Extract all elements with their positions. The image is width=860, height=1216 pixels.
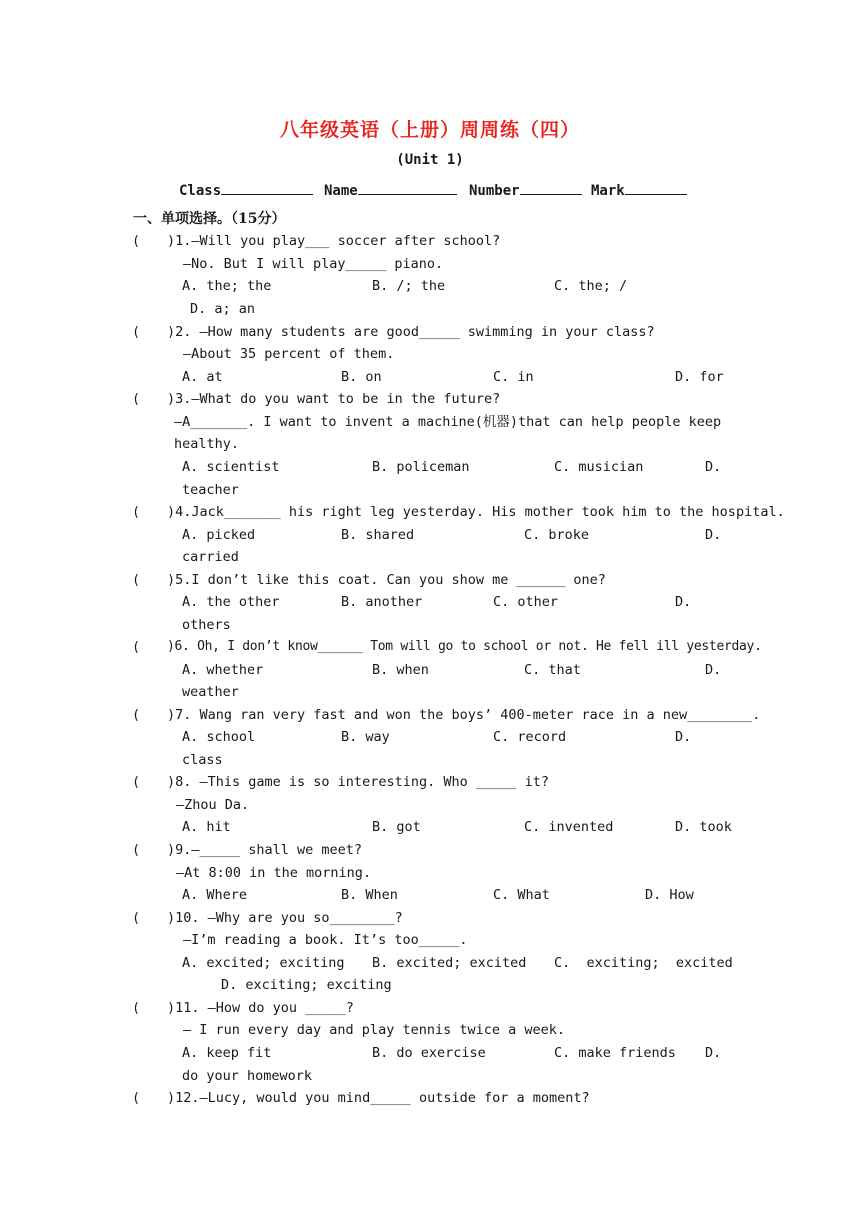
option-b[interactable]: B. do exercise bbox=[372, 1045, 486, 1061]
option-a[interactable]: A. keep fit bbox=[182, 1045, 272, 1061]
question-reply: —No. But I will play_____ piano. bbox=[183, 256, 444, 272]
option-a[interactable]: A. Where bbox=[182, 887, 248, 903]
option-b[interactable]: B. When bbox=[341, 887, 398, 903]
option-d-text[interactable]: others bbox=[182, 617, 231, 633]
question-stem: )10. —Why are you so________? bbox=[167, 910, 403, 926]
question-reply: —About 35 percent of them. bbox=[183, 346, 395, 362]
section-heading: 一、单项选择。（15分） bbox=[133, 211, 286, 227]
question-stem: )5.I don’t like this coat. Can you show me ______ one? bbox=[167, 572, 606, 588]
option-c[interactable]: C. exciting; excited bbox=[554, 955, 733, 971]
option-d[interactable]: D. took bbox=[675, 819, 732, 835]
option-c[interactable]: C. record bbox=[493, 729, 567, 745]
option-c[interactable]: C. in bbox=[493, 369, 534, 385]
option-a[interactable]: A. whether bbox=[182, 662, 264, 678]
class-field[interactable] bbox=[179, 180, 313, 199]
question-reply: —At 8:00 in the morning. bbox=[176, 865, 372, 881]
option-d[interactable]: D. for bbox=[675, 369, 724, 385]
option-c[interactable]: C. invented bbox=[524, 819, 614, 835]
mark-label: Mark bbox=[591, 183, 625, 199]
option-d-text[interactable]: class bbox=[182, 752, 223, 768]
option-a[interactable]: A. the; the bbox=[182, 278, 272, 294]
option-b[interactable]: B. /; the bbox=[372, 278, 446, 294]
answer-paren[interactable]: ( bbox=[132, 391, 141, 407]
option-d-text[interactable]: do your homework bbox=[182, 1068, 313, 1084]
question-reply: —Zhou Da. bbox=[176, 797, 250, 813]
question-stem: )2. —How many students are good_____ swimming in your class? bbox=[167, 324, 655, 340]
option-a[interactable]: A. the other bbox=[182, 594, 280, 610]
option-c[interactable]: C. that bbox=[524, 662, 581, 678]
question-reply: —I’m reading a book. It’s too_____. bbox=[183, 932, 468, 948]
page-title: 八年级英语（上册）周周练（四） bbox=[279, 119, 580, 141]
option-b[interactable]: B. policeman bbox=[372, 459, 470, 475]
class-label: Class bbox=[179, 183, 222, 199]
question-stem: )8. —This game is so interesting. Who _____ it? bbox=[167, 774, 550, 790]
number-label: Number bbox=[469, 183, 520, 199]
unit-label: (Unit 1) bbox=[396, 152, 464, 168]
question-stem: )12.—Lucy, would you mind_____ outside for a moment? bbox=[167, 1090, 590, 1106]
option-c[interactable]: C. make friends bbox=[554, 1045, 676, 1061]
option-d[interactable]: D. How bbox=[645, 887, 694, 903]
question-stem: )11. —How do you _____? bbox=[167, 1000, 354, 1016]
question-stem: )9.—_____ shall we meet? bbox=[167, 842, 363, 858]
answer-paren[interactable]: ( bbox=[132, 1090, 141, 1106]
option-d-text[interactable]: carried bbox=[182, 549, 239, 565]
answer-paren[interactable]: ( bbox=[132, 842, 141, 858]
option-c[interactable]: C. musician bbox=[554, 459, 644, 475]
question-reply: — I run every day and play tennis twice a week. bbox=[183, 1022, 566, 1038]
option-b[interactable]: B. on bbox=[341, 369, 382, 385]
option-d[interactable]: D. bbox=[705, 527, 722, 543]
answer-paren[interactable]: ( bbox=[132, 910, 141, 926]
name-blank[interactable] bbox=[358, 180, 457, 195]
option-d[interactable]: D. bbox=[705, 1045, 722, 1061]
option-d[interactable]: D. a; an bbox=[190, 301, 256, 317]
option-a[interactable]: A. scientist bbox=[182, 459, 280, 475]
option-b[interactable]: B. way bbox=[341, 729, 390, 745]
question-stem: )4.Jack_______ his right leg yesterday. His mother took him to the hospital. bbox=[167, 504, 785, 520]
question-reply-continued: healthy. bbox=[174, 436, 240, 452]
option-b[interactable]: B. excited; excited bbox=[372, 955, 527, 971]
option-d[interactable]: D. bbox=[705, 459, 722, 475]
answer-paren[interactable]: ( bbox=[132, 639, 141, 655]
option-a[interactable]: A. picked bbox=[182, 527, 256, 543]
number-blank[interactable] bbox=[520, 180, 582, 195]
option-a[interactable]: A. excited; exciting bbox=[182, 955, 345, 971]
option-a[interactable]: A. at bbox=[182, 369, 223, 385]
name-label: Name bbox=[324, 183, 358, 199]
option-d[interactable]: D. bbox=[675, 594, 692, 610]
mark-field[interactable] bbox=[591, 180, 687, 199]
option-b[interactable]: B. when bbox=[372, 662, 429, 678]
number-field[interactable] bbox=[469, 180, 582, 199]
question-stem: )6. Oh, I don’t know______ Tom will go to school or not. He fell ill yesterday. bbox=[167, 639, 762, 654]
mark-blank[interactable] bbox=[625, 180, 687, 195]
question-stem: )1.—Will you play___ soccer after school? bbox=[167, 233, 501, 249]
option-d[interactable]: D. bbox=[675, 729, 692, 745]
answer-paren[interactable]: ( bbox=[132, 707, 141, 723]
option-d-text[interactable]: teacher bbox=[182, 482, 239, 498]
option-a[interactable]: A. school bbox=[182, 729, 256, 745]
class-blank[interactable] bbox=[221, 180, 313, 195]
answer-paren[interactable]: ( bbox=[132, 774, 141, 790]
answer-paren[interactable]: ( bbox=[132, 572, 141, 588]
question-stem: )3.—What do you want to be in the future? bbox=[167, 391, 501, 407]
option-c[interactable]: C. What bbox=[493, 887, 550, 903]
answer-paren[interactable]: ( bbox=[132, 1000, 141, 1016]
option-c[interactable]: C. other bbox=[493, 594, 559, 610]
option-c[interactable]: C. the; / bbox=[554, 278, 628, 294]
name-field[interactable] bbox=[324, 180, 457, 199]
option-d-text[interactable]: weather bbox=[182, 684, 239, 700]
option-c[interactable]: C. broke bbox=[524, 527, 590, 543]
option-d[interactable]: D. exciting; exciting bbox=[221, 977, 392, 993]
question-stem: )7. Wang ran very fast and won the boys’ 400-meter race in a new________. bbox=[167, 707, 761, 723]
option-d[interactable]: D. bbox=[705, 662, 722, 678]
question-reply: —A_______. I want to invent a machine(机器)that can help people keep bbox=[174, 414, 722, 430]
answer-paren[interactable]: ( bbox=[132, 324, 141, 340]
option-b[interactable]: B. another bbox=[341, 594, 423, 610]
option-b[interactable]: B. got bbox=[372, 819, 421, 835]
answer-paren[interactable]: ( bbox=[132, 504, 141, 520]
option-b[interactable]: B. shared bbox=[341, 527, 415, 543]
answer-paren[interactable]: ( bbox=[132, 233, 141, 249]
option-a[interactable]: A. hit bbox=[182, 819, 231, 835]
